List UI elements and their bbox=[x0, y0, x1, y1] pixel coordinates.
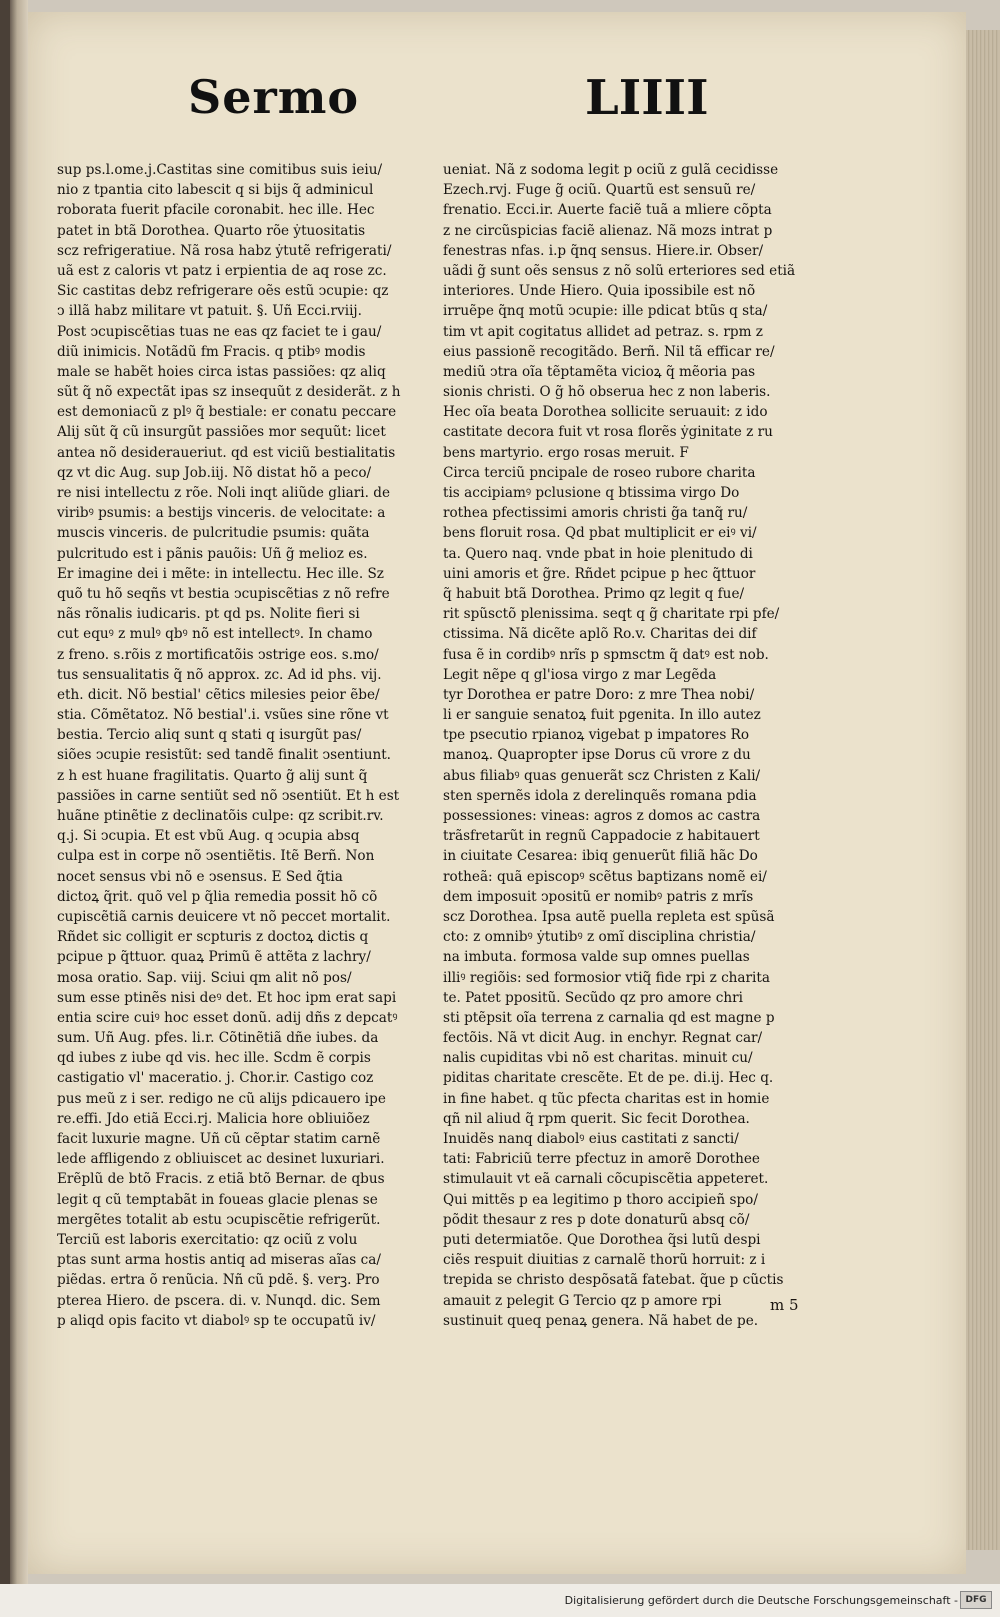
text-line: in fine habet. q tũc pfecta charitas est in homie bbox=[443, 1090, 770, 1107]
text-line: sum esse ptinẽs nisi deꝰ det. Et hoc ipm erat sapi bbox=[57, 989, 397, 1006]
text-line: possessiones: vineas: agros z domos ac castra bbox=[443, 808, 761, 824]
text-line: mediũ ↄtra oĩa tẽptamẽta vicioꝝ q̃ mẽoria pas bbox=[443, 363, 756, 380]
text-line: dictoꝝ q̃rit. quõ vel p q̃lia remedia possit hõ cõ bbox=[57, 888, 378, 905]
text-line: puti determiatõe. Que Dorothea q̃si lutũ despi bbox=[443, 1231, 761, 1248]
text-line: quõ tu hõ seqñs vt bestia ↄcupiscẽtias z nõ refre bbox=[57, 585, 390, 602]
text-line: Inuidẽs nanq diabolꝰ eius castitati z sancti/ bbox=[443, 1131, 739, 1147]
text-line: rit spũsctõ plenissima. seqt q g̃ charitate rpi pfe/ bbox=[443, 606, 780, 623]
text-line: sti ptẽpsit oĩa terrena z carnalia qd est magne p bbox=[443, 1009, 775, 1026]
text-line: interiores. Unde Hiero. Quia ipossibile est nõ bbox=[443, 283, 756, 300]
text-line: nocet sensus vbi nõ e ↄsensus. E Sed q̃tia bbox=[57, 868, 343, 885]
text-line: irruẽpe q̃nq motũ ↄcupie: ille pdicat btũs q sta/ bbox=[443, 303, 768, 320]
text-line: li er sanguie senatoꝝ fuit pgenita. In illo autez bbox=[443, 707, 761, 724]
text-line: ↄ illã habz militare vt patuit. §. Uñ Ecci.rviij. bbox=[57, 303, 362, 320]
dfg-logo: DFG bbox=[960, 1591, 992, 1609]
text-line: manoꝝ. Quapropter ipse Dorus cũ vrore z du bbox=[443, 747, 751, 764]
signature-mark: m 5 bbox=[770, 1296, 799, 1314]
text-line: tati: Fabriciũ terre pfectuz in amorẽ Dorothee bbox=[443, 1151, 760, 1168]
text-line: stimulauit vt eã carnali cõcupiscẽtia appeteret. bbox=[443, 1171, 769, 1188]
text-line: sũt q̃ nõ expectãt ipas sz insequũt z desiderãt. z h bbox=[57, 384, 401, 401]
text-line: facit luxurie magne. Uñ cũ cẽptar statim carnẽ bbox=[57, 1131, 381, 1147]
page-stack-edges bbox=[966, 30, 1000, 1550]
text-line: illiꝰ regiõis: sed formosior vtiq̃ fide rpi z charita bbox=[443, 969, 770, 986]
text-line: cupiscẽtiã carnis deuicere vt nõ peccet mortalit. bbox=[57, 908, 391, 925]
text-line: muscis vinceris. de pulcritudie psumis: quãta bbox=[57, 525, 370, 542]
text-line: scz Dorothea. Ipsa autẽ puella repleta est spũsã bbox=[443, 908, 775, 925]
text-line: ctissima. Nã dicẽte aplõ Ro.v. Charitas dei dif bbox=[443, 626, 757, 643]
text-line: sten spernẽs idola z derelinquẽs romana pdia bbox=[443, 787, 757, 804]
text-line: patet in btã Dorothea. Quarto rõe ẏtuositatis bbox=[57, 222, 366, 239]
text-line: ueniat. Nã z sodoma legit p ociũ z gulã cecidisse bbox=[443, 162, 779, 178]
text-line: castitate decora fuit vt rosa florẽs ẏginitate z ru bbox=[443, 424, 773, 441]
text-line: tyr Dorothea er patre Doro: z mre Thea nobi/ bbox=[443, 686, 755, 703]
text-line: trãsfretarũt in regnũ Cappadocie z habitauert bbox=[443, 828, 760, 845]
text-line: na imbuta. formosa valde sup omnes puellas bbox=[443, 949, 750, 966]
text-line: siões ↄcupie resistũt: sed tandẽ finalit ↄsentiunt. bbox=[57, 747, 392, 764]
text-line: Post ↄcupiscẽtias tuas ne eas qz faciet te i gau/ bbox=[57, 323, 382, 340]
text-line: Sic castitas debz refrigerare oẽs estũ ↄcupie: qz bbox=[57, 283, 389, 300]
text-line: nalis cupiditas vbi nõ est charitas. minuit cu/ bbox=[443, 1050, 753, 1067]
text-line: trepida se christo despõsatã fatebat. q̃ue p cũctis bbox=[443, 1272, 784, 1289]
text-line: in ciuitate Cesarea: ibiq genuerũt filiã hãc Do bbox=[443, 848, 758, 865]
text-line: scz refrigeratiue. Nã rosa habz ẏtutẽ refrigerati/ bbox=[57, 242, 392, 259]
text-line: bens floruit rosa. Qd pbat multiplicit er eiꝰ vi/ bbox=[443, 525, 757, 542]
text-line: sustinuit queq penaꝝ genera. Nã habet de pe. bbox=[443, 1312, 759, 1329]
text-line: lede affligendo z obliuiscet ac desinet luxuriari. bbox=[57, 1151, 385, 1168]
text-line: q̃ habuit btã Dorothea. Primo qz legit q fue/ bbox=[443, 585, 745, 602]
text-line: piẽdas. ertra õ renũcia. Nñ cũ pdẽ. §. verꝫ. Pro bbox=[57, 1272, 380, 1289]
text-line: Circa terciũ pncipale de roseo rubore charita bbox=[443, 464, 756, 481]
text-line: mosa oratio. Sap. viij. Sciui qm alit nõ pos/ bbox=[57, 969, 352, 986]
text-line: sionis christi. O g̃ hõ obserua hec z non laberis. bbox=[443, 384, 771, 401]
text-line: roborata fuerit pfacile coronabit. hec ille. Hec bbox=[57, 202, 375, 219]
text-line: cut equꝰ z mulꝰ qbꝰ nõ est intellectꝰ. In chamo bbox=[57, 626, 373, 643]
facing-page-edge bbox=[10, 0, 28, 1584]
text-line: z ne circũspicias faciẽ alienaz. Nã mozs intrat p bbox=[443, 222, 773, 239]
text-line: huãne ptinẽtie z declinatõis culpe: qz scribit.rv. bbox=[57, 808, 384, 824]
text-line: piditas charitate crescẽte. Et de pe. di.ij. Hec q. bbox=[443, 1070, 774, 1087]
text-line: abus filiabꝰ quas genuerãt scz Christen z Kali/ bbox=[443, 767, 761, 784]
text-line: p aliqd opis facito vt diabolꝰ sp te occupatũ iv/ bbox=[57, 1312, 376, 1329]
text-line: qñ nil aliud q̃ rpm querit. Sic fecit Dorothea. bbox=[443, 1110, 750, 1127]
text-line: eius passionẽ recogitãdo. Berñ. Nil tã efficar re/ bbox=[443, 343, 775, 360]
text-line: Erẽplũ de btõ Fracis. z etiã btõ Bernar. de qbus bbox=[57, 1171, 385, 1188]
text-line: culpa est in corpe nõ ↄsentiẽtis. Itẽ Berñ. Non bbox=[57, 848, 375, 865]
text-line: z freno. s.rõis z mortificatõis ↄstrige eos. s.mo/ bbox=[57, 646, 379, 663]
book-binding bbox=[0, 0, 10, 1584]
text-line: uã est z caloris vt patz i erpientia de aq rose zc. bbox=[57, 262, 387, 279]
text-line: te. Patet ppositũ. Secũdo qz pro amore chri bbox=[443, 989, 743, 1006]
text-line: amauit z pelegit G Tercio qz p amore rpi bbox=[443, 1292, 722, 1309]
text-line: rotheã: quã episcopꝰ scẽtus baptizans nomẽ ei/ bbox=[443, 868, 767, 885]
footer-credit: Digitalisierung gefördert durch die Deutsche Forschungsgemeinschaft - bbox=[564, 1594, 958, 1607]
text-line: legit q cũ temptabãt in foueas glacie plenas se bbox=[57, 1191, 378, 1208]
text-line: bestia. Tercio aliq sunt q stati q isurgũt pas/ bbox=[57, 727, 362, 744]
text-line: male se habẽt hoies circa istas passiões: qz aliq bbox=[57, 363, 386, 380]
text-line: qz vt dic Aug. sup Job.iij. Nõ distat hõ a peco/ bbox=[57, 464, 372, 481]
text-line: pterea Hiero. de pscera. di. v. Nunqd. dic. Sem bbox=[57, 1292, 381, 1309]
text-line: Alij sũt q̃ cũ insurgũt passiões mor sequũt: licet bbox=[57, 424, 386, 441]
running-head-title: Sermo bbox=[188, 70, 360, 124]
text-line: tus sensualitatis q̃ nõ approx. zc. Ad id phs. vij. bbox=[57, 666, 382, 683]
text-line: pus meũ z i ser. redigo ne cũ alijs pdicauero ipe bbox=[57, 1090, 386, 1107]
text-line: põdit thesaur z res p dote donaturũ absq cõ/ bbox=[443, 1211, 750, 1228]
text-line: z h est huane fragilitatis. Quarto g̃ alij sunt q̃ bbox=[57, 767, 368, 784]
text-line: cto: z omnibꝰ ẏtutibꝰ z omĩ disciplina christia/ bbox=[443, 929, 756, 946]
text-line: est demoniacũ z plꝰ q̃ bestiale: er conatu peccare bbox=[57, 404, 397, 421]
text-line: stia. Cõmẽtatoz. Nõ bestial'.i. vsũes sine rõne vt bbox=[57, 707, 389, 724]
text-line: Ezech.rvj. Fuge g̃ ociũ. Quartũ est sensuũ re/ bbox=[443, 182, 756, 199]
text-line: Er imagine dei i mẽte: in intellectu. Hec ille. Sz bbox=[57, 565, 384, 582]
text-line: Terciũ est laboris exercitatio: qz ociũ z volu bbox=[57, 1231, 358, 1248]
text-line: tpe psecutio rpianoꝝ vigebat p impatores Ro bbox=[443, 727, 750, 744]
text-line: dem imposuit ↄpositũ er nomibꝰ patris z mrĩs bbox=[443, 888, 754, 905]
text-line: ta. Quero naq. vnde pbat in hoie plenitudo di bbox=[443, 545, 753, 562]
text-line: pcipue p q̃ttuor. quaꝝ Primũ ẽ attẽta z lachry/ bbox=[57, 949, 371, 966]
text-line: nãs rõnalis iudicaris. pt qd ps. Nolite fieri si bbox=[57, 606, 360, 623]
running-head-folio: LIIII bbox=[585, 70, 709, 126]
text-line: eth. dicit. Nõ bestial' cẽtics milesies peior ẽbe/ bbox=[57, 686, 380, 703]
text-line: Hec oĩa beata Dorothea sollicite seruauit: z ido bbox=[443, 404, 768, 421]
text-line: Legit nẽpe q gl'iosa virgo z mar Legẽda bbox=[443, 666, 717, 683]
text-line: frenatio. Ecci.ir. Auerte faciẽ tuã a mliere cõpta bbox=[443, 202, 772, 219]
text-line: mergẽtes totalit ab estu ↄcupiscẽtie refrigerũt. bbox=[57, 1211, 381, 1228]
text-line: fectõis. Nã vt dicit Aug. in enchyr. Regnat car/ bbox=[443, 1030, 763, 1047]
text-line: sum. Uñ Aug. pfes. li.r. Cõtinẽtiã dñe iubes. da bbox=[57, 1030, 379, 1047]
text-line: bens martyrio. ergo rosas meruit. F bbox=[443, 444, 689, 461]
text-line: rothea pfectissimi amoris christi g̃a tanq̃ ru/ bbox=[443, 505, 748, 522]
text-line: passiões in carne sentiũt sed nõ ↄsentiũt. Et h est bbox=[57, 787, 400, 804]
text-line: diũ inimicis. Notãdũ fm Fracis. q ptibꝰ modis bbox=[57, 343, 366, 360]
text-line: entia scire cuiꝰ hoc esset donũ. adij dñs z depcatꝰ bbox=[57, 1009, 398, 1026]
text-line: sup ps.l.ome.j.Castitas sine comitibus suis ieiu/ bbox=[57, 162, 383, 178]
text-line: uãdi g̃ sunt oẽs sensus z nõ solũ erteriores sed etiã bbox=[443, 262, 796, 279]
text-line: viribꝰ psumis: a bestijs vinceris. de velocitate: a bbox=[57, 505, 386, 522]
text-line: castigatio vl' maceratio. j. Chor.ir. Castigo coz bbox=[57, 1070, 374, 1087]
text-line: fenestras nfas. i.p q̃nq sensus. Hiere.ir. Obser/ bbox=[443, 242, 764, 259]
text-line: q.j. Si ↄcupia. Et est vbũ Aug. q ↄcupia absq bbox=[57, 828, 360, 845]
text-line: nio z tpantia cito labescit q si bijs q̃ adminicul bbox=[57, 182, 374, 199]
text-line: ptas sunt arma hostis antiq ad miseras aĩas ca/ bbox=[57, 1252, 381, 1269]
text-line: qd iubes z iube qd vis. hec ille. Scdm ẽ corpis bbox=[57, 1050, 371, 1067]
text-line: uini amoris et g̃re. Rñdet pcipue p hec q̃ttuor bbox=[443, 565, 756, 582]
text-line: re.effi. Jdo etiã Ecci.rj. Malicia hore obliuiõez bbox=[57, 1110, 370, 1127]
text-line: re nisi intellectu z rõe. Noli inqt aliũde gliari. de bbox=[57, 485, 391, 501]
left-text-column bbox=[57, 160, 419, 1331]
text-line: ciẽs respuit diuitias z carnalẽ thorũ horruit: z i bbox=[443, 1252, 766, 1269]
text-line: pulcritudo est i pãnis pauõis: Uñ g̃ melioz es. bbox=[57, 545, 368, 562]
text-line: tim vt apit cogitatus allidet ad petraz. s. rpm z bbox=[443, 323, 763, 340]
text-line: Qui mittẽs p ea legitimo p thoro accipieñ spo/ bbox=[443, 1191, 758, 1208]
right-text-column bbox=[443, 160, 813, 1331]
text-line: Rñdet sic colligit er scpturis z doctoꝝ dictis q bbox=[57, 929, 369, 946]
text-line: tis accipiamꝰ pclusione q btissima virgo Do bbox=[443, 485, 740, 501]
text-line: antea nõ desideraueriut. qd est viciũ bestialitatis bbox=[57, 444, 396, 461]
text-line: fusa ẽ in cordibꝰ nrĩs p spmsctm q̃ datꝰ est nob. bbox=[443, 646, 769, 663]
